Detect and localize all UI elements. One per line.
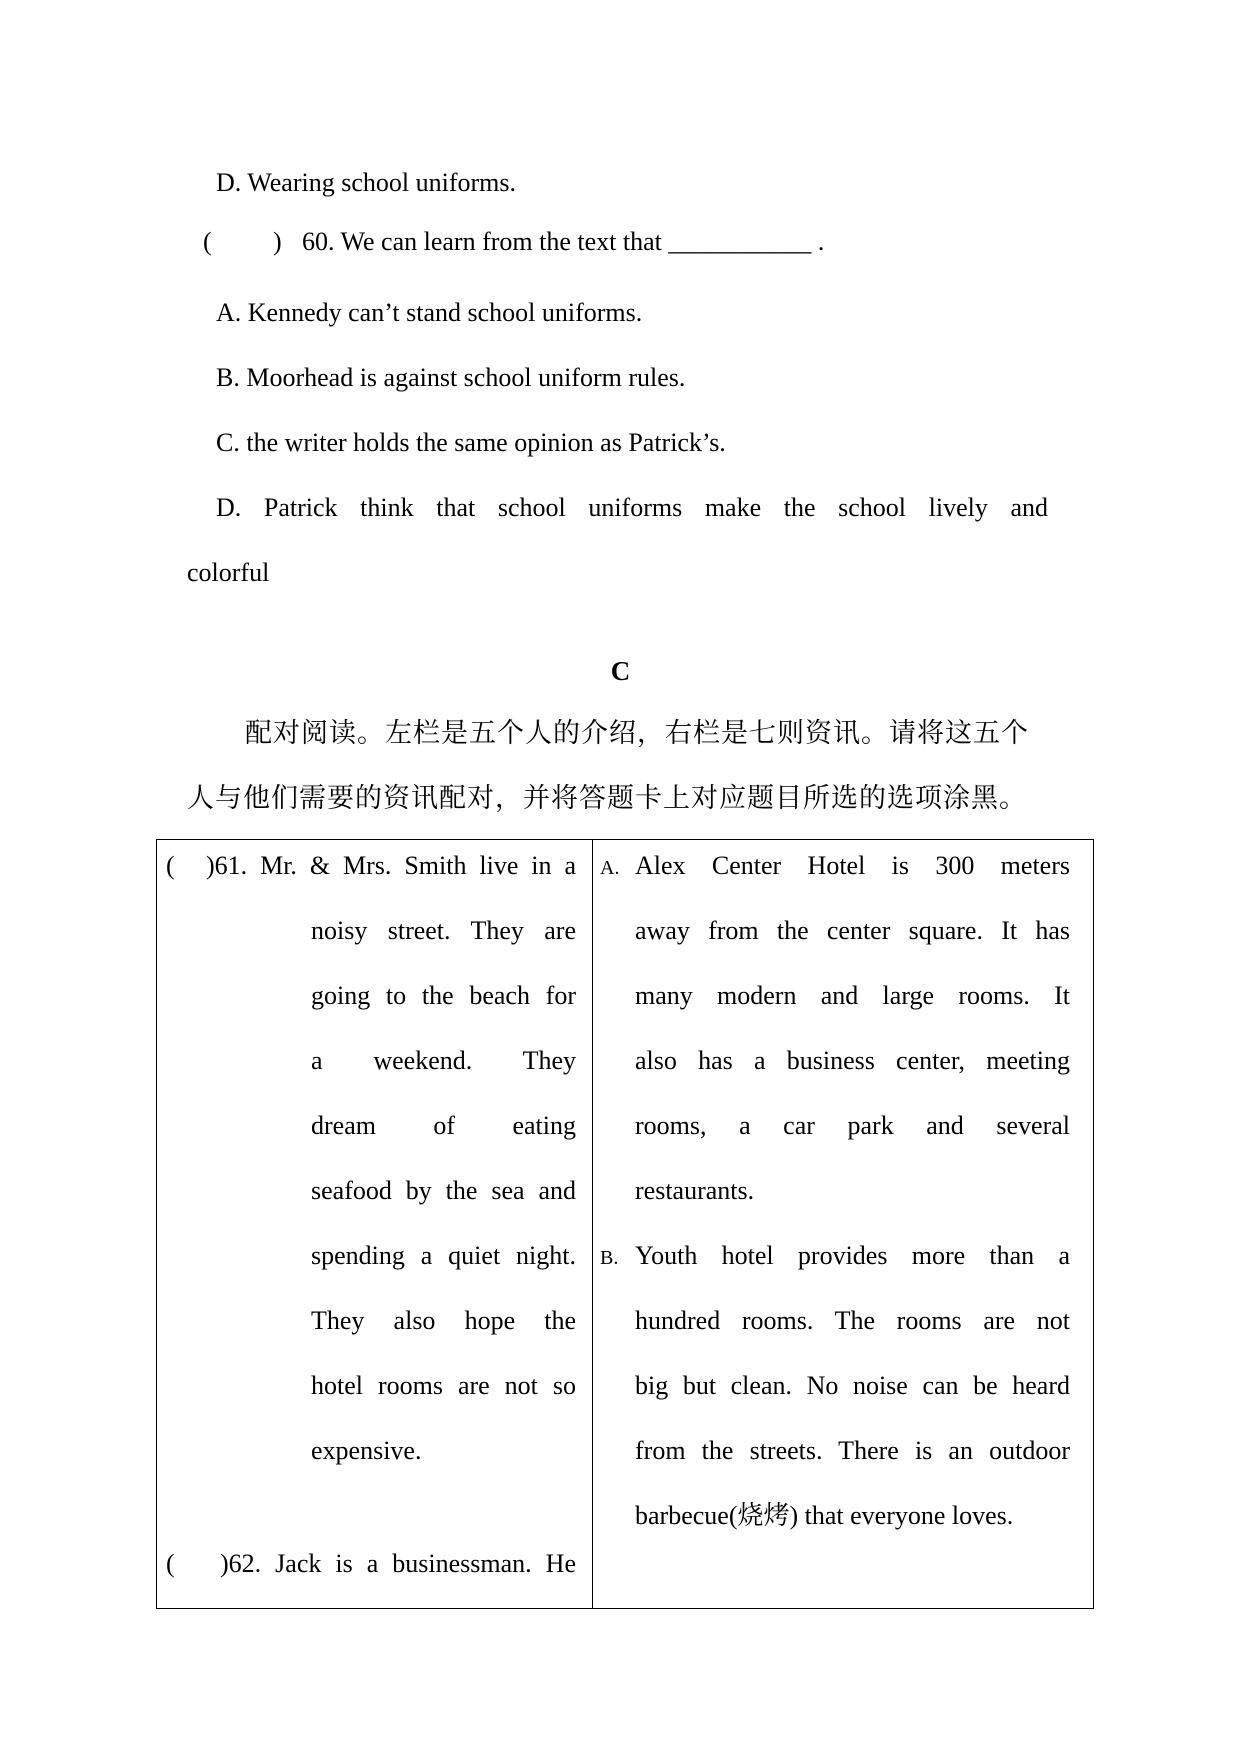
section-title: C	[610, 656, 631, 686]
option-b-line: hundred rooms. The rooms are not	[635, 1306, 1070, 1335]
option-b-line: Youth hotel provides more than a	[635, 1241, 1070, 1270]
q61-line: spending a quiet night.	[311, 1241, 576, 1270]
option-a-line: rooms, a car park and several	[635, 1111, 1070, 1140]
option-b-line: from the streets. There is an outdoor	[635, 1436, 1070, 1465]
q59-option-d: D. Wearing school uniforms.	[216, 168, 516, 197]
option-b-line: barbecue(烧烤) that everyone loves.	[635, 1501, 1014, 1530]
option-a-line: many modern and large rooms. It	[635, 981, 1070, 1010]
matching-table-divider	[592, 839, 593, 1609]
q61-line: They also hope the	[311, 1306, 576, 1335]
q60-stem: 60. We can learn from the text that ___________ .	[302, 227, 825, 256]
q60-option-a: A. Kennedy can’t stand school uniforms.	[216, 298, 643, 327]
q62-answer-paren: (	[166, 1549, 175, 1578]
q61-line: seafood by the sea and	[311, 1176, 576, 1205]
q60-option-d: D. Patrick think that school uniforms make the school lively and	[216, 493, 1048, 522]
option-a-line: Alex Center Hotel is 300 meters	[635, 851, 1070, 880]
option-a-line: also has a business center, meeting	[635, 1046, 1070, 1075]
q62-first-line: )62. Jack is a businessman. He	[220, 1549, 576, 1578]
section-instruction-line1: 配对阅读。左栏是五个人的介绍，右栏是七则资讯。请将这五个	[245, 718, 1029, 749]
section-instruction-line2: 人与他们需要的资讯配对，并将答题卡上对应题目所选的选项涂黑。	[187, 783, 1027, 814]
q61-line: going to the beach for	[311, 981, 576, 1010]
q60-option-c: C. the writer holds the same opinion as Patrick’s.	[216, 428, 726, 457]
q61-line: hotel rooms are not so	[311, 1371, 576, 1400]
option-a-letter: A.	[600, 857, 620, 879]
option-b-letter: B.	[600, 1247, 619, 1269]
option-a-line: away from the center square. It has	[635, 916, 1070, 945]
q60-option-d-continued: colorful	[187, 558, 270, 587]
q60-option-b: B. Moorhead is against school uniform rules.	[216, 363, 686, 392]
q60-answer-paren-open: (	[203, 227, 212, 256]
q61-line: noisy street. They are	[311, 916, 576, 945]
option-a-line: restaurants.	[635, 1176, 755, 1205]
q61-answer-paren: (	[166, 851, 175, 880]
q61-first-line: )61. Mr. & Mrs. Smith live in a	[206, 851, 576, 880]
q61-line: a weekend. They	[311, 1046, 576, 1075]
option-b-line: big but clean. No noise can be heard	[635, 1371, 1070, 1400]
q60-answer-paren-close: )	[273, 227, 282, 256]
q61-line: dream of eating	[311, 1111, 576, 1140]
q61-line: expensive.	[311, 1436, 422, 1465]
matching-table	[156, 839, 1094, 1609]
